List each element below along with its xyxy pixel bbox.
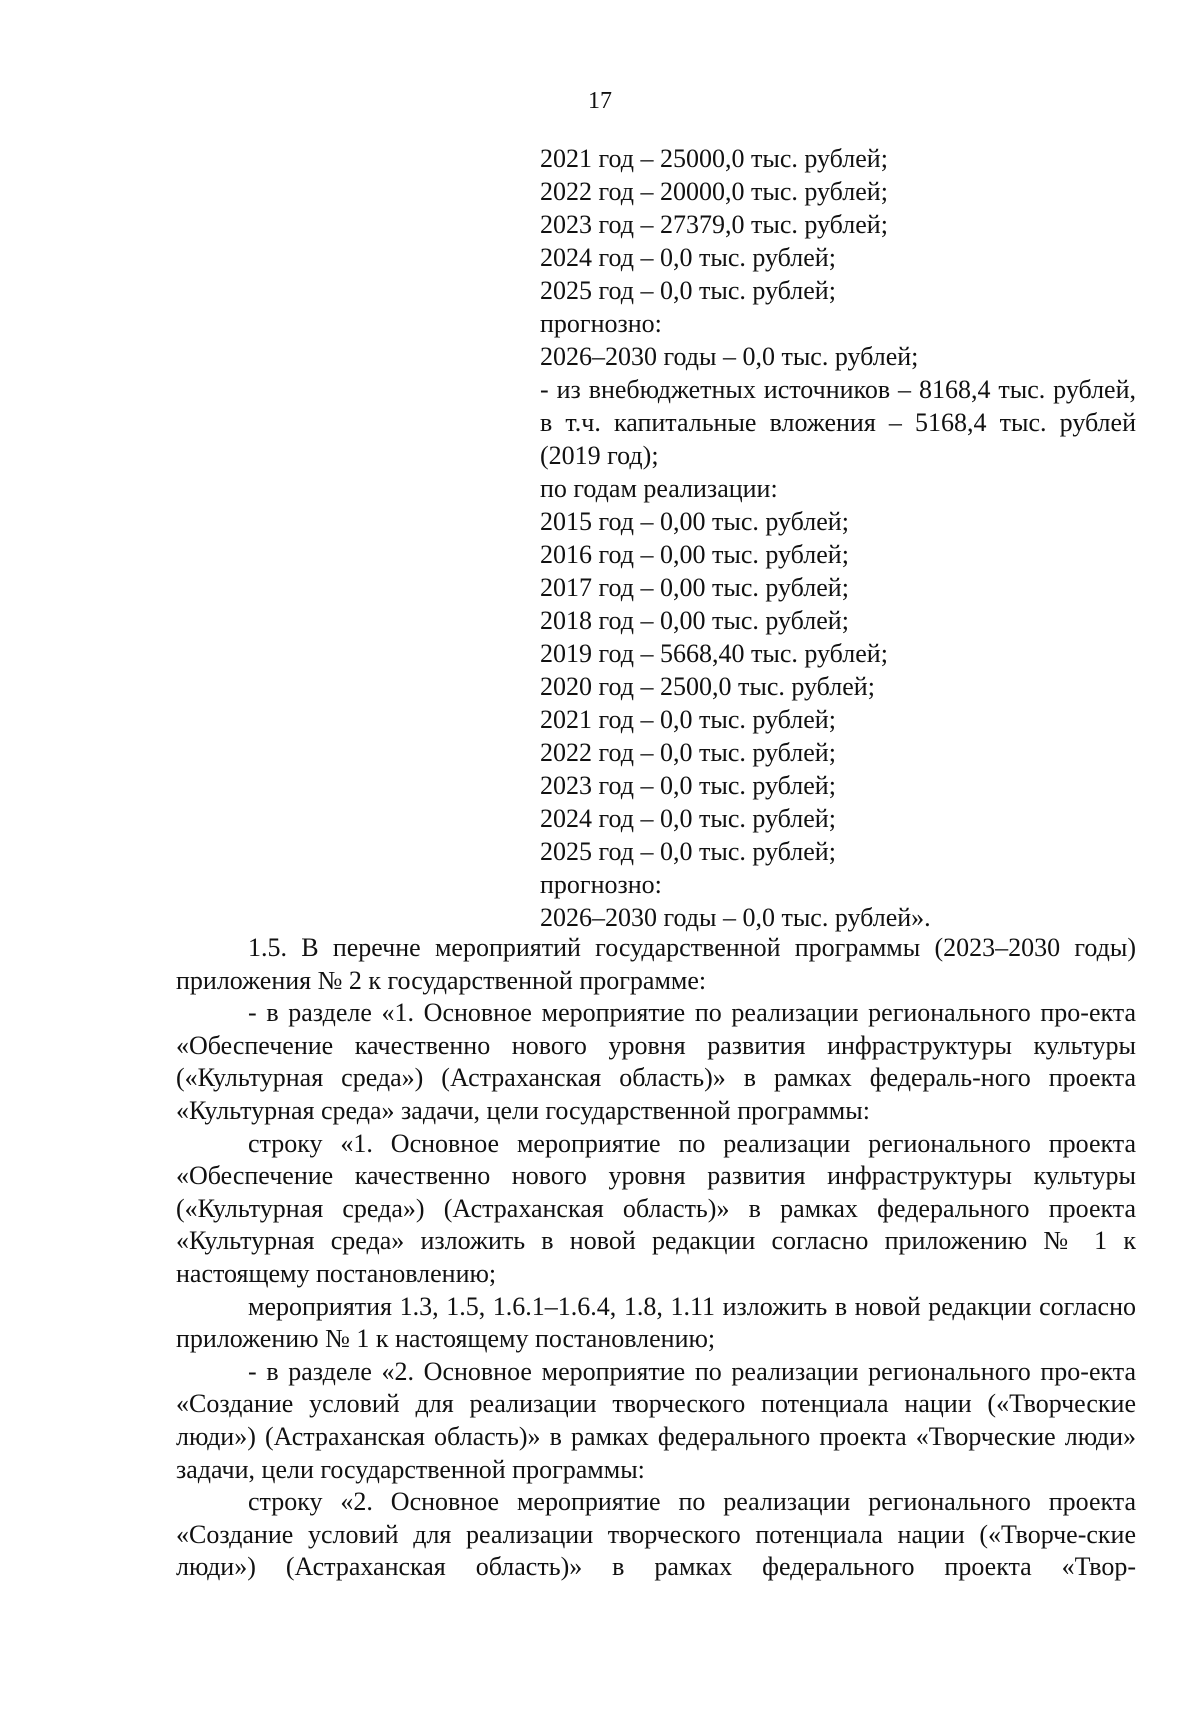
funding-list-bottom — [540, 472, 1136, 934]
body-text — [176, 932, 1136, 1584]
funding-list-top — [540, 142, 1136, 373]
funding-line: 2021 год – 25000,0 тыс. рублей; — [540, 144, 888, 173]
funding-line: 2019 год – 5668,40 тыс. рублей; — [540, 639, 888, 668]
funding-line: 2023 год – 27379,0 тыс. рублей; — [540, 210, 888, 239]
funding-line: 2022 год – 0,0 тыс. рублей; — [540, 738, 836, 767]
funding-line: 2025 год – 0,0 тыс. рублей; — [540, 276, 836, 305]
extrabudget-paragraph: - из внебюджетных источников – 8168,4 тыс. рублей, в т.ч. капитальные вложения – 5168,4 тыс. рублей (2019 год); — [540, 375, 1136, 470]
funding-list — [540, 142, 1136, 934]
funding-line: 2023 год – 0,0 тыс. рублей; — [540, 771, 836, 800]
funding-line: 2024 год – 0,0 тыс. рублей; — [540, 804, 836, 833]
page-number: 17 — [588, 88, 612, 114]
paragraph-row-2: строку «2. Основное мероприятие по реализации регионального проекта «Создание условий для реализации творческого потенциала нации («Творче-ские люди») (Астраханская область)» в рамках федерального проекта «Твор- — [176, 1487, 1136, 1582]
funding-line: 2020 год – 2500,0 тыс. рублей; — [540, 672, 875, 701]
funding-line: 2015 год – 0,00 тыс. рублей; — [540, 507, 849, 536]
funding-line: 2017 год – 0,00 тыс. рублей; — [540, 573, 849, 602]
funding-line: 2026–2030 годы – 0,0 тыс. рублей; — [540, 342, 919, 371]
funding-line: 2025 год – 0,0 тыс. рублей; — [540, 837, 836, 866]
by-years-label: по годам реализации: — [540, 474, 778, 503]
funding-line: 2024 год – 0,0 тыс. рублей; — [540, 243, 836, 272]
funding-line: 2026–2030 годы – 0,0 тыс. рублей». — [540, 903, 931, 932]
funding-line: 2021 год – 0,0 тыс. рублей; — [540, 705, 836, 734]
paragraph-section-1: - в разделе «1. Основное мероприятие по реализации регионального про-екта «Обеспечение качественно нового уровня развития инфраструктуры культуры («Культурная среда») (Астраханская область)» в рамках федераль-ного проекта «Культурная среда» задачи, цели государственной программы: — [176, 998, 1136, 1125]
paragraph-section-2: - в разделе «2. Основное мероприятие по реализации регионального про-екта «Создание условий для реализации творческого потенциала нации («Творческие люди») (Астраханская область)» в рамках федерального проекта «Творческие люди» задачи, цели государственной программы: — [176, 1356, 1136, 1484]
paragraph-row-1: строку «1. Основное мероприятие по реализации регионального проекта «Обеспечение качественно нового уровня развития инфраструктуры культуры («Культурная среда») (Астраханская область)» в рамках федерального проекта «Культурная среда» изложить в новой редакции согласно приложению № 1 к настоящему постановлению; — [176, 1128, 1136, 1288]
forecast-label: прогнозно: — [540, 870, 662, 899]
paragraph-measures: мероприятия 1.3, 1.5, 1.6.1–1.6.4, 1.8, 1.11 изложить в новой редакции согласно приложению № 1 к настоящему постановлению; — [176, 1291, 1136, 1354]
funding-line: 2018 год – 0,00 тыс. рублей; — [540, 606, 849, 635]
funding-line: 2016 год – 0,00 тыс. рублей; — [540, 540, 849, 569]
paragraph-1-5: 1.5. В перечне мероприятий государственной программы (2023–2030 годы) приложения № 2 к государственной программе: — [176, 933, 1136, 995]
forecast-label: прогнозно: — [540, 309, 662, 338]
funding-line: 2022 год – 20000,0 тыс. рублей; — [540, 177, 888, 206]
